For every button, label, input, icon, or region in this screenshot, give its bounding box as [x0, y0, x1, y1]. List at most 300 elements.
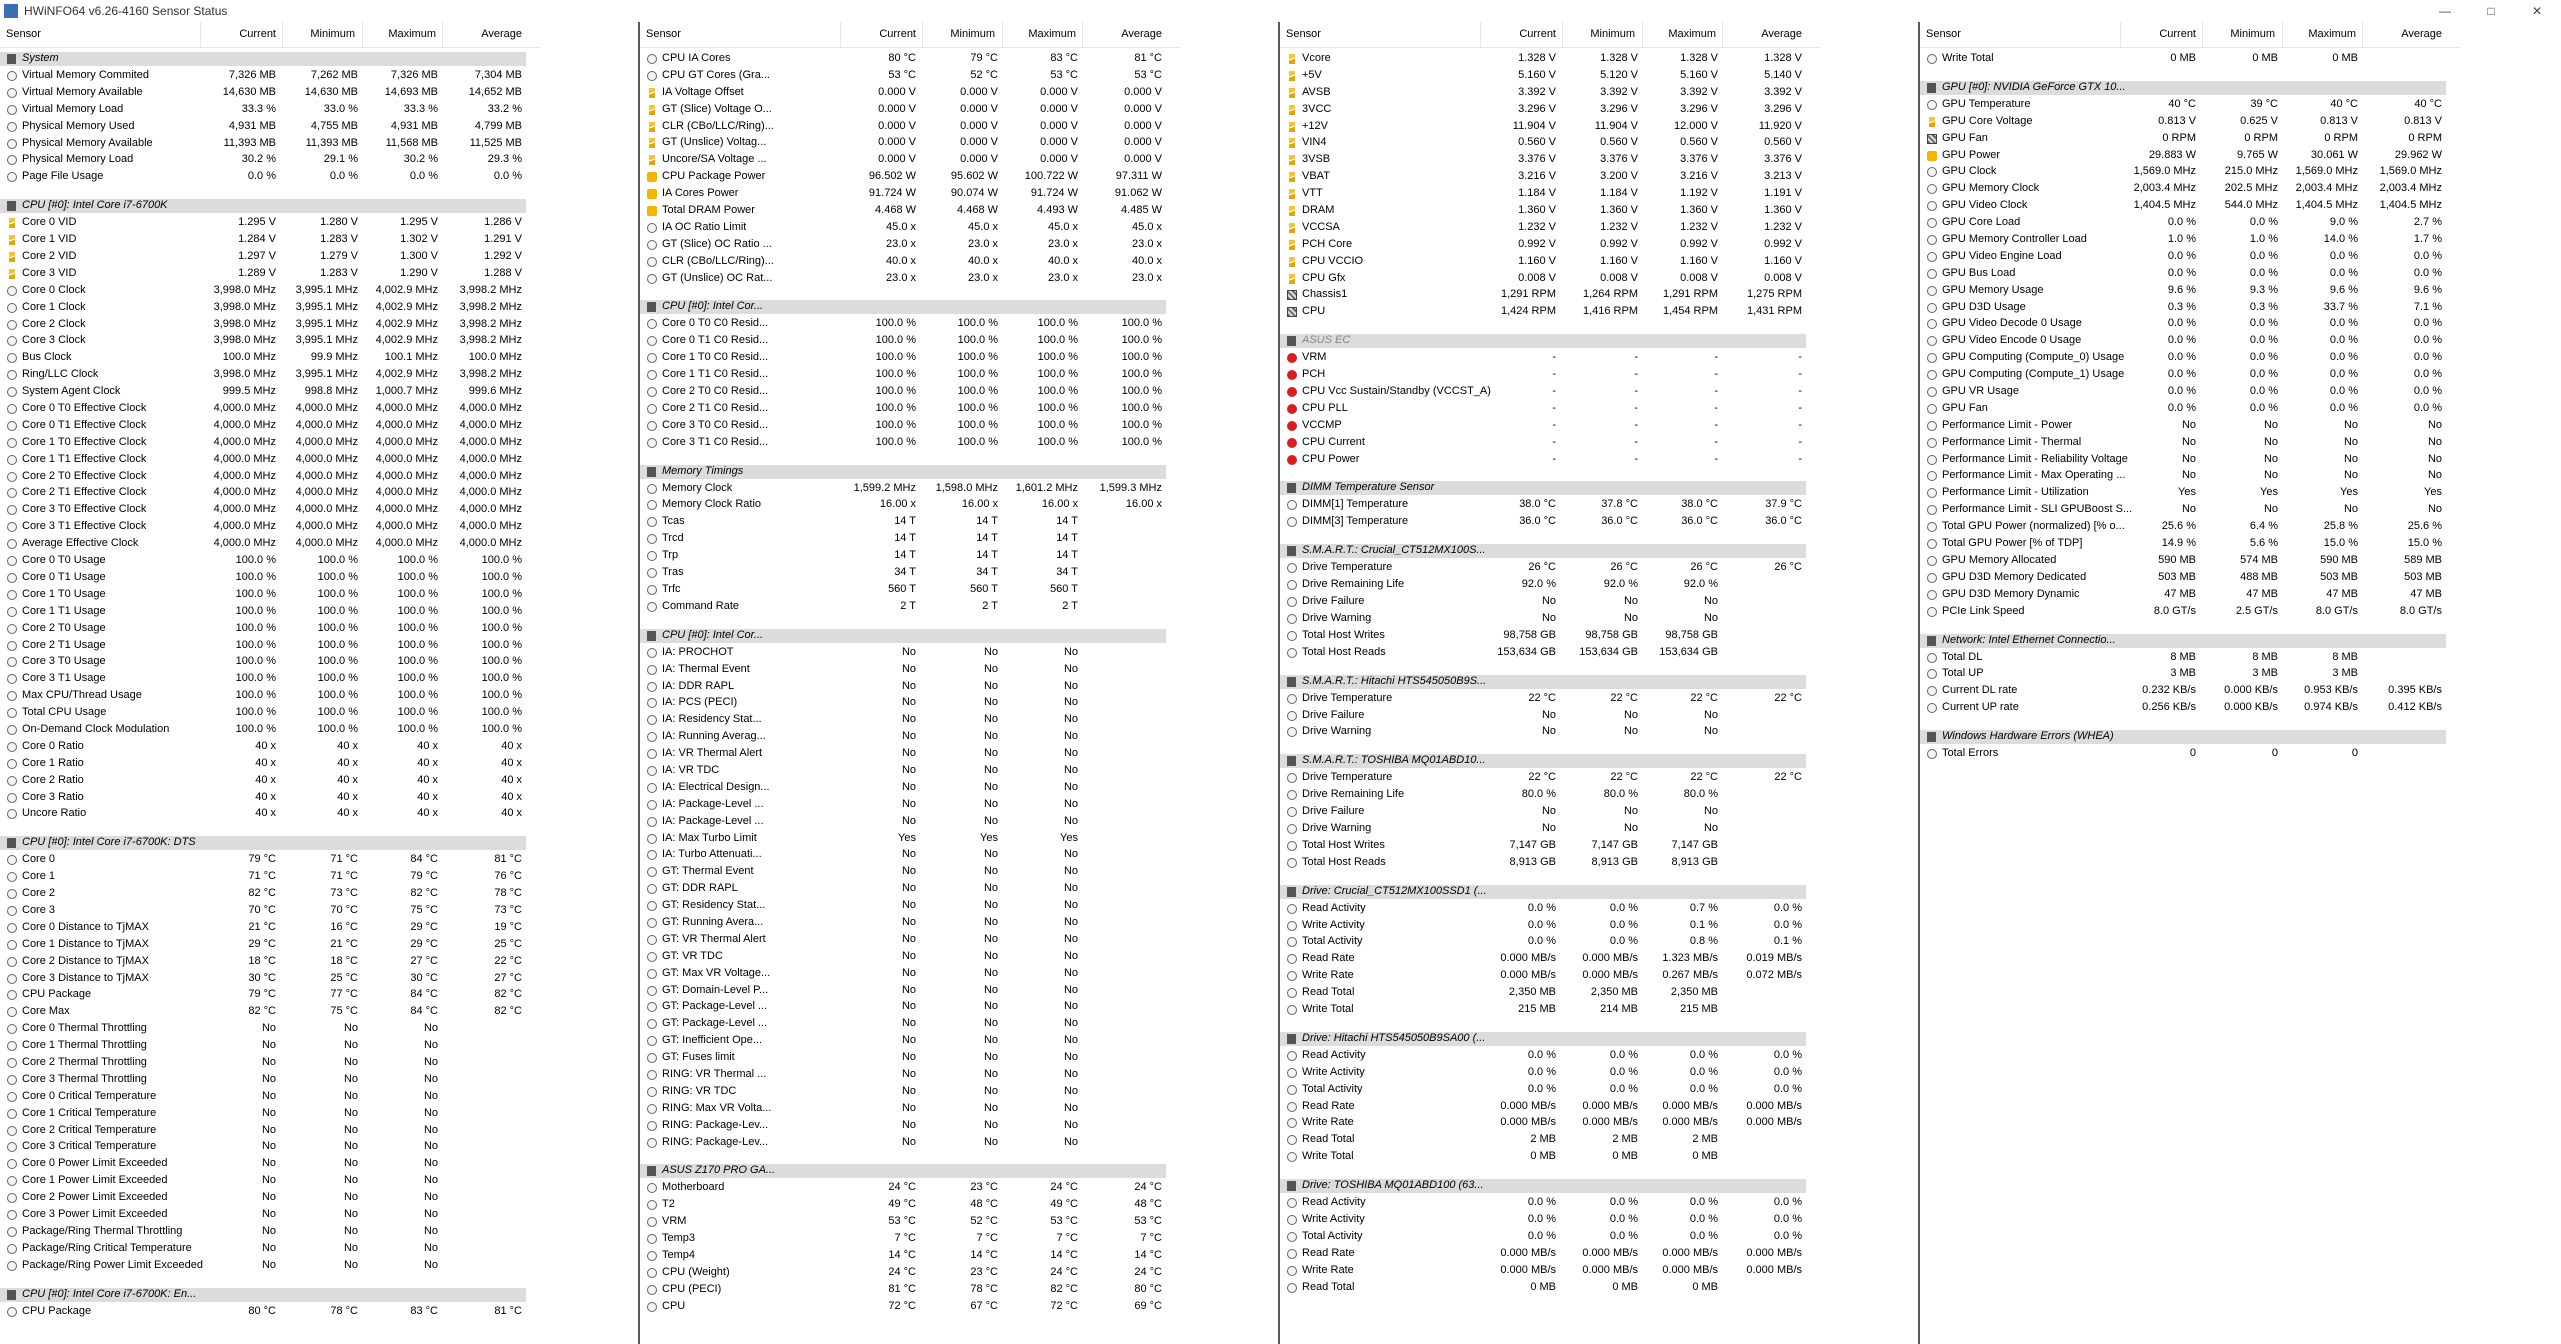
section-header[interactable] [0, 197, 540, 214]
sensor-row[interactable] [0, 1105, 540, 1122]
sensor-row[interactable] [1280, 1211, 1820, 1228]
sensor-row[interactable] [0, 1189, 540, 1206]
sensor-row[interactable] [1280, 837, 1820, 854]
sensor-row[interactable] [0, 84, 540, 101]
maximize-button[interactable]: □ [2487, 4, 2495, 18]
sensor-row[interactable] [1280, 434, 1820, 451]
sensor-row[interactable] [0, 214, 540, 231]
sensor-row[interactable] [1280, 168, 1820, 185]
sensor-row[interactable] [0, 970, 540, 987]
section-header[interactable] [640, 627, 1180, 644]
section-header[interactable] [1280, 1030, 1820, 1047]
sensor-row[interactable] [0, 670, 540, 687]
sensor-panel-1[interactable] [0, 22, 641, 1344]
sensor-row[interactable] [0, 248, 540, 265]
minimize-button[interactable]: — [2439, 4, 2451, 18]
sensor-row[interactable] [1920, 552, 2460, 569]
sensor-row[interactable] [1920, 417, 2460, 434]
sensor-row[interactable] [640, 134, 1180, 151]
sensor-row[interactable] [1280, 118, 1820, 135]
col-current[interactable]: Current [2120, 22, 2200, 47]
col-current[interactable]: Current [840, 22, 920, 47]
sensor-row[interactable] [640, 151, 1180, 168]
sensor-row[interactable] [1280, 84, 1820, 101]
sensor-row[interactable] [1920, 682, 2460, 699]
sensor-row[interactable] [640, 513, 1180, 530]
sensor-row[interactable] [1920, 400, 2460, 417]
sensor-row[interactable] [0, 1257, 540, 1274]
sensor-row[interactable] [640, 998, 1180, 1015]
sensor-row[interactable] [640, 1298, 1180, 1315]
sensor-row[interactable] [640, 315, 1180, 332]
sensor-row[interactable] [1920, 383, 2460, 400]
minimum-value: No [983, 882, 998, 895]
sensor-row[interactable] [640, 846, 1180, 863]
sensor-row[interactable] [0, 168, 540, 185]
sensor-row[interactable] [1280, 576, 1820, 593]
sensor-row[interactable] [0, 1122, 540, 1139]
section-header[interactable] [0, 1286, 540, 1303]
sensor-row[interactable] [640, 796, 1180, 813]
sensor-row[interactable] [0, 885, 540, 902]
sensor-row[interactable] [0, 1020, 540, 1037]
sensor-row[interactable] [1280, 185, 1820, 202]
sensor-row[interactable] [640, 349, 1180, 366]
sensor-row[interactable] [1280, 593, 1820, 610]
col-average[interactable]: Average [2362, 22, 2446, 47]
sensor-row[interactable] [640, 1196, 1180, 1213]
sensor-row[interactable] [1280, 803, 1820, 820]
sensor-row[interactable] [1920, 366, 2460, 383]
sensor-row[interactable] [1920, 451, 2460, 468]
sensor-row[interactable] [640, 1134, 1180, 1151]
sensor-row[interactable] [0, 400, 540, 417]
sensor-row[interactable] [0, 135, 540, 152]
sensor-row[interactable] [1280, 1279, 1820, 1296]
sensor-row[interactable] [1280, 854, 1820, 871]
sensor-name: Core 2 T1 Usage [22, 638, 106, 651]
sensor-row[interactable] [1920, 265, 2460, 282]
sensor-row[interactable] [0, 417, 540, 434]
column-header [1280, 22, 1820, 48]
sensor-row[interactable] [640, 366, 1180, 383]
sensor-row[interactable] [640, 581, 1180, 598]
sensor-row[interactable] [1280, 400, 1820, 417]
sensor-row[interactable] [640, 897, 1180, 914]
sensor-row[interactable] [640, 480, 1180, 497]
sensor-row[interactable] [0, 789, 540, 806]
sensor-panel-2[interactable] [640, 22, 1281, 1344]
col-sensor[interactable]: Sensor [6, 28, 41, 40]
sensor-row[interactable] [0, 1037, 540, 1054]
section-header[interactable] [640, 298, 1180, 315]
sensor-row[interactable] [1280, 610, 1820, 627]
col-maximum[interactable]: Maximum [362, 22, 440, 47]
current-value: 40 x [255, 790, 276, 803]
sensor-row[interactable] [640, 965, 1180, 982]
sensor-row[interactable] [1280, 303, 1820, 320]
sensor-row[interactable] [0, 1303, 540, 1320]
sensor-row[interactable] [640, 678, 1180, 695]
sensor-row[interactable] [640, 711, 1180, 728]
sensor-row[interactable] [1920, 349, 2460, 366]
sensor-row[interactable] [640, 417, 1180, 434]
sensor-row[interactable] [640, 644, 1180, 661]
sensor-row[interactable] [1280, 1228, 1820, 1245]
sensor-row[interactable] [0, 332, 540, 349]
sensor-row[interactable] [1920, 649, 2460, 666]
sensor-row[interactable] [0, 755, 540, 772]
sensor-row[interactable] [1920, 484, 2460, 501]
section-header[interactable] [0, 834, 540, 851]
sensor-row[interactable] [1280, 219, 1820, 236]
sensor-row[interactable] [1920, 163, 2460, 180]
sensor-row[interactable] [0, 569, 540, 586]
sensor-row[interactable] [0, 902, 540, 919]
sensor-row[interactable] [640, 434, 1180, 451]
sensor-row[interactable] [1280, 1081, 1820, 1098]
sensor-row[interactable] [1280, 1047, 1820, 1064]
col-average[interactable]: Average [1722, 22, 1806, 47]
section-header[interactable] [640, 463, 1180, 480]
sensor-row[interactable] [1280, 202, 1820, 219]
col-minimum[interactable]: Minimum [1562, 22, 1639, 47]
current-value: 0.0 % [2167, 216, 2196, 229]
sensor-row[interactable] [640, 762, 1180, 779]
sensor-row[interactable] [1280, 917, 1820, 934]
sensor-row[interactable] [1280, 1098, 1820, 1115]
sensor-row[interactable] [0, 1223, 540, 1240]
sensor-row[interactable] [0, 316, 540, 333]
sensor-row[interactable] [640, 1015, 1180, 1032]
sensor-row[interactable] [1280, 1148, 1820, 1165]
sensor-row[interactable] [1280, 151, 1820, 168]
sensor-row[interactable] [0, 620, 540, 637]
sensor-row[interactable] [640, 236, 1180, 253]
sensor-row[interactable] [640, 813, 1180, 830]
sensor-row[interactable] [0, 1003, 540, 1020]
sensor-row[interactable] [1280, 723, 1820, 740]
sensor-panel-4[interactable] [1920, 22, 2561, 1344]
col-sensor[interactable]: Sensor [1926, 28, 1961, 40]
sensor-row[interactable] [640, 863, 1180, 880]
sensor-row[interactable] [640, 400, 1180, 417]
sensor-row[interactable] [0, 101, 540, 118]
sensor-row[interactable] [1280, 513, 1820, 530]
section-header[interactable] [1920, 632, 2460, 649]
sensor-row[interactable] [0, 1240, 540, 1257]
sensor-row[interactable] [640, 931, 1180, 948]
sensor-row[interactable] [1920, 248, 2460, 265]
sensor-row[interactable] [1920, 113, 2460, 130]
sensor-name: GPU Memory Allocated [1942, 553, 2057, 566]
sensor-row[interactable] [0, 586, 540, 603]
sensor-row[interactable] [1280, 900, 1820, 917]
sensor-row[interactable] [640, 982, 1180, 999]
col-maximum[interactable]: Maximum [1002, 22, 1080, 47]
sensor-row[interactable] [1280, 134, 1820, 151]
col-minimum[interactable]: Minimum [282, 22, 359, 47]
sensor-name: Core 2 Critical Temperature [22, 1123, 157, 1136]
sensor-row[interactable] [640, 332, 1180, 349]
section-header[interactable] [1280, 542, 1820, 559]
sensor-panel-3[interactable] [1280, 22, 1921, 1344]
section-header[interactable] [1280, 752, 1820, 769]
close-button[interactable]: ✕ [2531, 4, 2543, 18]
sensor-row[interactable] [0, 868, 540, 885]
sensor-row[interactable] [1280, 50, 1820, 67]
sensor-row[interactable] [640, 830, 1180, 847]
sensor-row[interactable] [0, 1054, 540, 1071]
sensor-row[interactable] [640, 1117, 1180, 1134]
minimum-value: 998.8 MHz [304, 385, 358, 398]
sensor-row[interactable] [0, 265, 540, 282]
col-sensor[interactable]: Sensor [646, 28, 681, 40]
col-minimum[interactable]: Minimum [2202, 22, 2279, 47]
sensor-row[interactable] [1920, 518, 2460, 535]
sensor-row[interactable] [0, 1071, 540, 1088]
sensor-row[interactable] [0, 687, 540, 704]
sensor-row[interactable] [1280, 101, 1820, 118]
sensor-row[interactable] [0, 118, 540, 135]
sensor-row[interactable] [1920, 197, 2460, 214]
sensor-row[interactable] [640, 1083, 1180, 1100]
section-header[interactable] [1280, 1177, 1820, 1194]
section-header[interactable] [1280, 479, 1820, 496]
sensor-row[interactable] [1280, 1114, 1820, 1131]
sensor-row[interactable] [640, 168, 1180, 185]
sensor-name: VTT [1302, 187, 1323, 200]
sensor-row[interactable] [0, 1206, 540, 1223]
sensor-row[interactable] [640, 202, 1180, 219]
sensor-row[interactable] [1920, 214, 2460, 231]
sensor-row[interactable] [640, 914, 1180, 931]
sensor-row[interactable] [640, 253, 1180, 270]
sensor-name: GPU Video Clock [1942, 199, 2028, 212]
section-header[interactable] [1920, 728, 2460, 745]
sensor-row[interactable] [1280, 627, 1820, 644]
sensor-row[interactable] [1280, 286, 1820, 303]
sensor-row[interactable] [0, 704, 540, 721]
sensor-row[interactable] [0, 282, 540, 299]
sensor-row[interactable] [1920, 96, 2460, 113]
sensor-row[interactable] [0, 67, 540, 84]
sensor-row[interactable] [1280, 1262, 1820, 1279]
sensor-row[interactable] [640, 1230, 1180, 1247]
sensor-row[interactable] [0, 1088, 540, 1105]
sensor-row[interactable] [640, 219, 1180, 236]
sensor-row[interactable] [640, 598, 1180, 615]
sensor-row[interactable] [0, 1155, 540, 1172]
sensor-row[interactable] [1280, 967, 1820, 984]
section-header[interactable] [640, 1162, 1180, 1179]
col-average[interactable]: Average [442, 22, 526, 47]
sensor-row[interactable] [1280, 769, 1820, 786]
sensor-row[interactable] [640, 1264, 1180, 1281]
col-current[interactable]: Current [200, 22, 280, 47]
sensor-row[interactable] [1280, 786, 1820, 803]
sensor-row[interactable] [0, 451, 540, 468]
sensor-row[interactable] [1280, 253, 1820, 270]
sensor-icon [647, 867, 657, 877]
sensor-row[interactable] [0, 484, 540, 501]
sensor-row[interactable] [0, 936, 540, 953]
minimum-value: No [343, 1123, 358, 1136]
sensor-row[interactable] [1920, 315, 2460, 332]
sensor-row[interactable] [1280, 496, 1820, 513]
sensor-row[interactable] [1280, 950, 1820, 967]
sensor-row[interactable] [1920, 467, 2460, 484]
sensor-row[interactable] [1280, 984, 1820, 1001]
sensor-row[interactable] [640, 496, 1180, 513]
sensor-row[interactable] [1920, 299, 2460, 316]
minimum-value: No [983, 797, 998, 810]
sensor-row[interactable] [640, 880, 1180, 897]
sensor-row[interactable] [1280, 559, 1820, 576]
sensor-row[interactable] [1280, 1131, 1820, 1148]
sensor-row[interactable] [640, 661, 1180, 678]
sensor-row[interactable] [0, 151, 540, 168]
section-header[interactable] [1280, 332, 1820, 349]
sensor-row[interactable] [640, 1213, 1180, 1230]
sensor-row[interactable] [640, 694, 1180, 711]
sensor-row[interactable] [1280, 236, 1820, 253]
sensor-row[interactable] [1280, 270, 1820, 287]
sensor-row[interactable] [640, 1281, 1180, 1298]
sensor-row[interactable] [0, 851, 540, 868]
minimum-value: 40 x [337, 739, 358, 752]
sensor-row[interactable] [640, 1179, 1180, 1196]
sensor-row[interactable] [0, 953, 540, 970]
sensor-row[interactable] [0, 721, 540, 738]
sensor-row[interactable] [0, 805, 540, 822]
sensor-row[interactable] [0, 231, 540, 248]
sensor-row[interactable] [640, 1049, 1180, 1066]
sensor-row[interactable] [0, 603, 540, 620]
sensor-row[interactable] [1920, 586, 2460, 603]
sensor-row[interactable] [640, 530, 1180, 547]
sensor-row[interactable] [640, 728, 1180, 745]
sensor-row[interactable] [640, 118, 1180, 135]
maximum-value: 0.0 % [2329, 266, 2358, 279]
sensor-row[interactable] [1280, 67, 1820, 84]
sensor-row[interactable] [640, 84, 1180, 101]
sensor-row[interactable] [0, 986, 540, 1003]
sensor-row[interactable] [640, 50, 1180, 67]
col-maximum[interactable]: Maximum [2282, 22, 2360, 47]
col-sensor[interactable]: Sensor [1286, 28, 1321, 40]
sensor-row[interactable] [1920, 501, 2460, 518]
sensor-row[interactable] [0, 535, 540, 552]
sensor-row[interactable] [0, 1172, 540, 1189]
sensor-row[interactable] [0, 366, 540, 383]
sensor-row[interactable] [1920, 665, 2460, 682]
sensor-row[interactable] [640, 383, 1180, 400]
col-maximum[interactable]: Maximum [1642, 22, 1720, 47]
sensor-row[interactable] [1280, 707, 1820, 724]
sensor-row[interactable] [0, 1138, 540, 1155]
col-minimum[interactable]: Minimum [922, 22, 999, 47]
sensor-row[interactable] [0, 349, 540, 366]
sensor-row[interactable] [1280, 417, 1820, 434]
sensor-row[interactable] [640, 1032, 1180, 1049]
col-current[interactable]: Current [1480, 22, 1560, 47]
sensor-row[interactable] [1280, 1064, 1820, 1081]
sensor-row[interactable] [1920, 569, 2460, 586]
sensor-row[interactable] [1920, 332, 2460, 349]
sensor-row[interactable] [1920, 434, 2460, 451]
sensor-row[interactable] [0, 468, 540, 485]
sensor-row[interactable] [1280, 366, 1820, 383]
sensor-row[interactable] [0, 518, 540, 535]
sensor-row[interactable] [0, 383, 540, 400]
current-value: 0 [2189, 747, 2196, 760]
sensor-row[interactable] [1920, 130, 2460, 147]
minimum-value: 11,393 MB [305, 136, 358, 149]
sensor-row[interactable] [640, 779, 1180, 796]
sensor-row[interactable] [1280, 451, 1820, 468]
sensor-row[interactable] [640, 745, 1180, 762]
sensor-row[interactable] [0, 919, 540, 936]
sensor-row[interactable] [640, 67, 1180, 84]
section-header[interactable] [1280, 883, 1820, 900]
sensor-name: Read Activity [1302, 1048, 1366, 1061]
average-value: 3,998.2 MHz [459, 334, 522, 347]
sensor-row[interactable] [0, 738, 540, 755]
sensor-row[interactable] [1280, 644, 1820, 661]
sensor-row[interactable] [1920, 282, 2460, 299]
sensor-row[interactable] [1920, 745, 2460, 762]
sensor-row[interactable] [640, 270, 1180, 287]
sensor-row[interactable] [640, 1247, 1180, 1264]
sensor-row[interactable] [1280, 933, 1820, 950]
sensor-row[interactable] [1280, 690, 1820, 707]
sensor-row[interactable] [1920, 535, 2460, 552]
sensor-row[interactable] [1920, 699, 2460, 716]
sensor-row[interactable] [640, 101, 1180, 118]
col-average[interactable]: Average [1082, 22, 1166, 47]
sensor-row[interactable] [0, 552, 540, 569]
sensor-row[interactable] [640, 948, 1180, 965]
sensor-row[interactable] [640, 185, 1180, 202]
sensor-row[interactable] [0, 637, 540, 654]
sensor-row[interactable] [640, 564, 1180, 581]
sensor-row[interactable] [0, 772, 540, 789]
section-header[interactable] [0, 50, 540, 67]
sensor-row[interactable] [640, 547, 1180, 564]
sensor-row[interactable] [0, 501, 540, 518]
sensor-row[interactable] [1280, 820, 1820, 837]
sensor-row[interactable] [640, 1100, 1180, 1117]
sensor-row[interactable] [1280, 1194, 1820, 1211]
sensor-name: RING: Package-Lev... [662, 1118, 769, 1131]
sensor-row[interactable] [0, 434, 540, 451]
sensor-row[interactable] [1280, 383, 1820, 400]
sensor-row[interactable] [0, 299, 540, 316]
section-header[interactable] [1920, 79, 2460, 96]
sensor-row[interactable] [1280, 349, 1820, 366]
sensor-row[interactable] [1920, 147, 2460, 164]
sensor-row[interactable] [1920, 50, 2460, 67]
sensor-row[interactable] [1920, 231, 2460, 248]
section-header[interactable] [1280, 673, 1820, 690]
sensor-row[interactable] [1920, 180, 2460, 197]
sensor-row[interactable] [1280, 1001, 1820, 1018]
sensor-row[interactable] [640, 1066, 1180, 1083]
sensor-row[interactable] [1920, 603, 2460, 620]
sensor-row[interactable] [1280, 1245, 1820, 1262]
sensor-row[interactable] [0, 653, 540, 670]
